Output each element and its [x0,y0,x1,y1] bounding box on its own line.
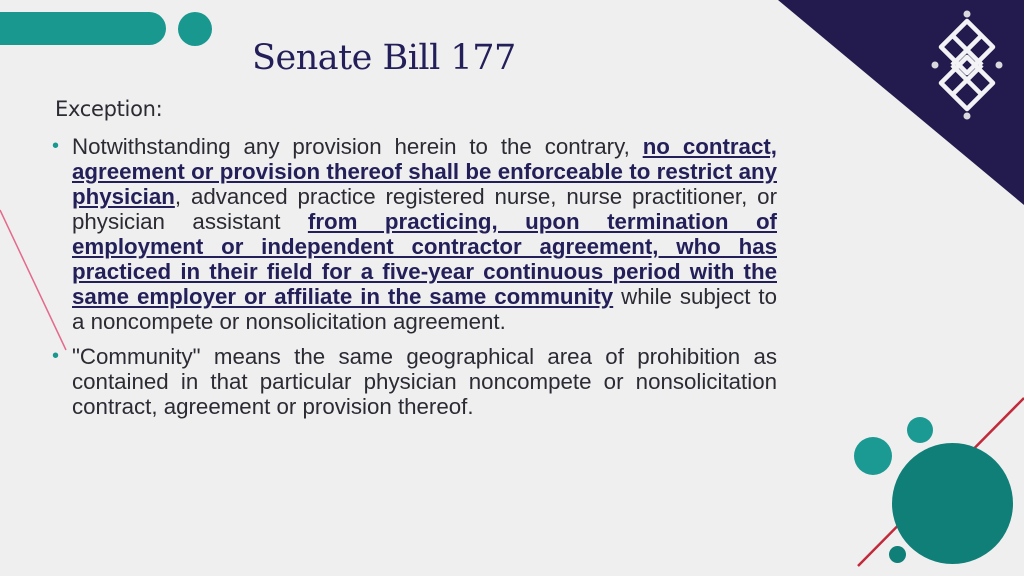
decorative-teal-bar [0,12,166,45]
bullet-list [52,134,777,419]
decorative-teal-dot [178,12,212,46]
corner-navy-triangle [778,0,1024,205]
bullet-dot-icon: • [52,135,60,157]
bill-text-end: while subject to a noncompete or nonsolicitation agreement. [72,284,777,334]
exception-heading: Exception: [55,97,163,121]
decorative-circle-large [892,443,1013,564]
bill-text-middle: , advanced practice registered nurse, nurse practitioner, or physician assistant [72,184,777,234]
bullet-item-senate-bill-text [52,134,777,334]
bill-text-emphasis-1: no contract, agreement or provision thereof shall be enforceable to restrict any physician [72,134,777,209]
bullet-dot-icon: • [52,345,60,367]
bill-text-emphasis-2: from practicing, upon termination of employment or independent contractor agreement, who has practiced in their field for a five-year continuous period with the same employer or affiliate in the same community [72,209,777,309]
decorative-circle-tiny [889,546,906,563]
decorative-circle-medium [854,437,892,475]
bullet-item-community-definition [52,344,777,419]
decorative-pink-line [0,200,80,360]
bill-text-intro: Notwithstanding any provision herein to the contrary, [72,134,643,159]
community-definition-text: "Community" means the same geographical area of prohibition as contained in that particular physician noncompete or nonsolicitation contract, agreement or provision thereof. [72,344,777,419]
decorative-circle-small [907,417,933,443]
slide-title: Senate Bill 177 [252,38,516,78]
